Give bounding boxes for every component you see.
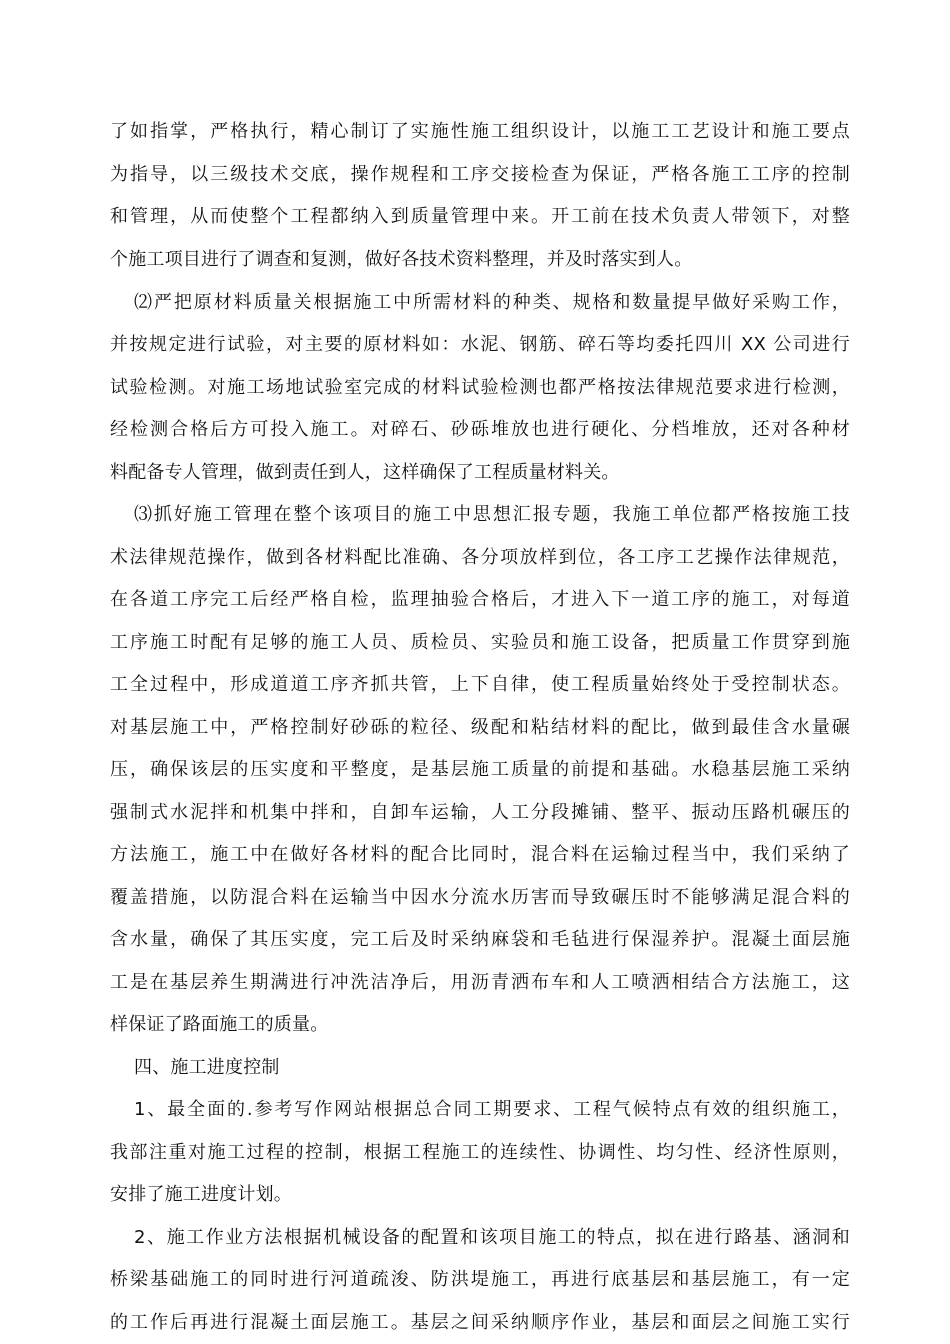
text-line: 试验检测。对施工场地试验室完成的材料试验检测也都严格按法律规范要求进行检测， bbox=[110, 377, 850, 398]
text-line: 含水量，确保了其压实度，完工后及时采纳麻袋和毛毡进行保湿养护。混凝土面层施 bbox=[110, 929, 850, 950]
text-line: 并按规定进行试验，对主要的原材料如：水泥、钢筋、碎石等均委托四川 XX 公司进行 bbox=[110, 334, 850, 355]
text-line: 工全过程中，形成道道工序齐抓共管，上下自律，使工程质量始终处于受控制状态。 bbox=[110, 674, 850, 695]
paragraph-start-line: 1、最全面的.参考写作网站根据总合同工期要求、工程气候特点有效的组织施工， bbox=[134, 1099, 850, 1120]
text-line: 工序施工时配有足够的施工人员、质检员、实验员和施工设备，把质量工作贯穿到施 bbox=[110, 632, 850, 653]
text-line: 料配备专人管理，做到责任到人，这样确保了工程质量材料关。 bbox=[110, 462, 620, 483]
text-line: 方法施工，施工中在做好各材料的配合比同时，混合料在运输过程当中，我们采纳了 bbox=[110, 844, 850, 865]
paragraph-start-line: ⑶抓好施工管理在整个该项目的施工中思想汇报专题，我施工单位都严格按施工技 bbox=[134, 504, 850, 525]
text-line: 样保证了路面施工的质量。 bbox=[110, 1014, 329, 1035]
text-line: 的工作后再进行混凝土面层施工。基层之间采纳顺序作业，基层和面层之间施工实行 bbox=[110, 1312, 850, 1333]
text-line: 压，确保该层的压实度和平整度，是基层施工质量的前提和基础。水稳基层施工采纳 bbox=[110, 759, 850, 780]
text-line: 对基层施工中，严格控制好砂砾的粒径、级配和粘结材料的配比，做到最佳含水量碾 bbox=[110, 717, 850, 738]
text-line: 和管理，从而使整个工程都纳入到质量管理中来。开工前在技术负责人带领下，对整 bbox=[110, 206, 850, 227]
paragraph-start-line: ⑵严把原材料质量关根据施工中所需材料的种类、规格和数量提早做好采购工作， bbox=[134, 292, 850, 313]
text-line: 强制式水泥拌和机集中拌和，自卸车运输，人工分段摊铺、整平、振动压路机碾压的 bbox=[110, 802, 850, 823]
text-line: 工是在基层养生期满进行冲洗洁净后，用沥青洒布车和人工喷洒相结合方法施工，这 bbox=[110, 972, 850, 993]
text-line: 桥梁基础施工的同时进行河道疏浚、防洪堤施工，再进行底基层和基层施工，有一定 bbox=[110, 1269, 850, 1290]
text-line: 了如指掌，严格执行，精心制订了实施性施工组织设计，以施工工艺设计和施工要点 bbox=[110, 121, 850, 142]
text-line: 我部注重对施工过程的控制，根据工程施工的连续性、协调性、均匀性、经济性原则， bbox=[110, 1142, 850, 1163]
text-line: 覆盖措施，以防混合料在运输当中因水分流水历害而导致碾压时不能够满足混合料的 bbox=[110, 887, 850, 908]
paragraph-start-line: 2、施工作业方法根据机械设备的配置和该项目施工的特点，拟在进行路基、涵洞和 bbox=[134, 1227, 850, 1248]
text-line: 术法律规范操作，做到各材料配比准确、各分项放样到位，各工序工艺操作法律规范， bbox=[110, 547, 850, 568]
text-line: 安排了施工进度计划。 bbox=[110, 1184, 292, 1205]
text-line: 为指导，以三级技术交底，操作规程和工序交接检查为保证，严格各施工工序的控制 bbox=[110, 164, 850, 185]
text-line: 在各道工序完工后经严格自检，监理抽验合格后，才进入下一道工序的施工，对每道 bbox=[110, 589, 850, 610]
section-heading: 四、施工进度控制 bbox=[134, 1057, 280, 1078]
text-line: 个施工项目进行了调查和复测，做好各技术资料整理，并及时落实到人。 bbox=[110, 249, 693, 270]
text-line: 经检测合格后方可投入施工。对碎石、砂砾堆放也进行硬化、分档堆放，还对各种材 bbox=[110, 419, 850, 440]
